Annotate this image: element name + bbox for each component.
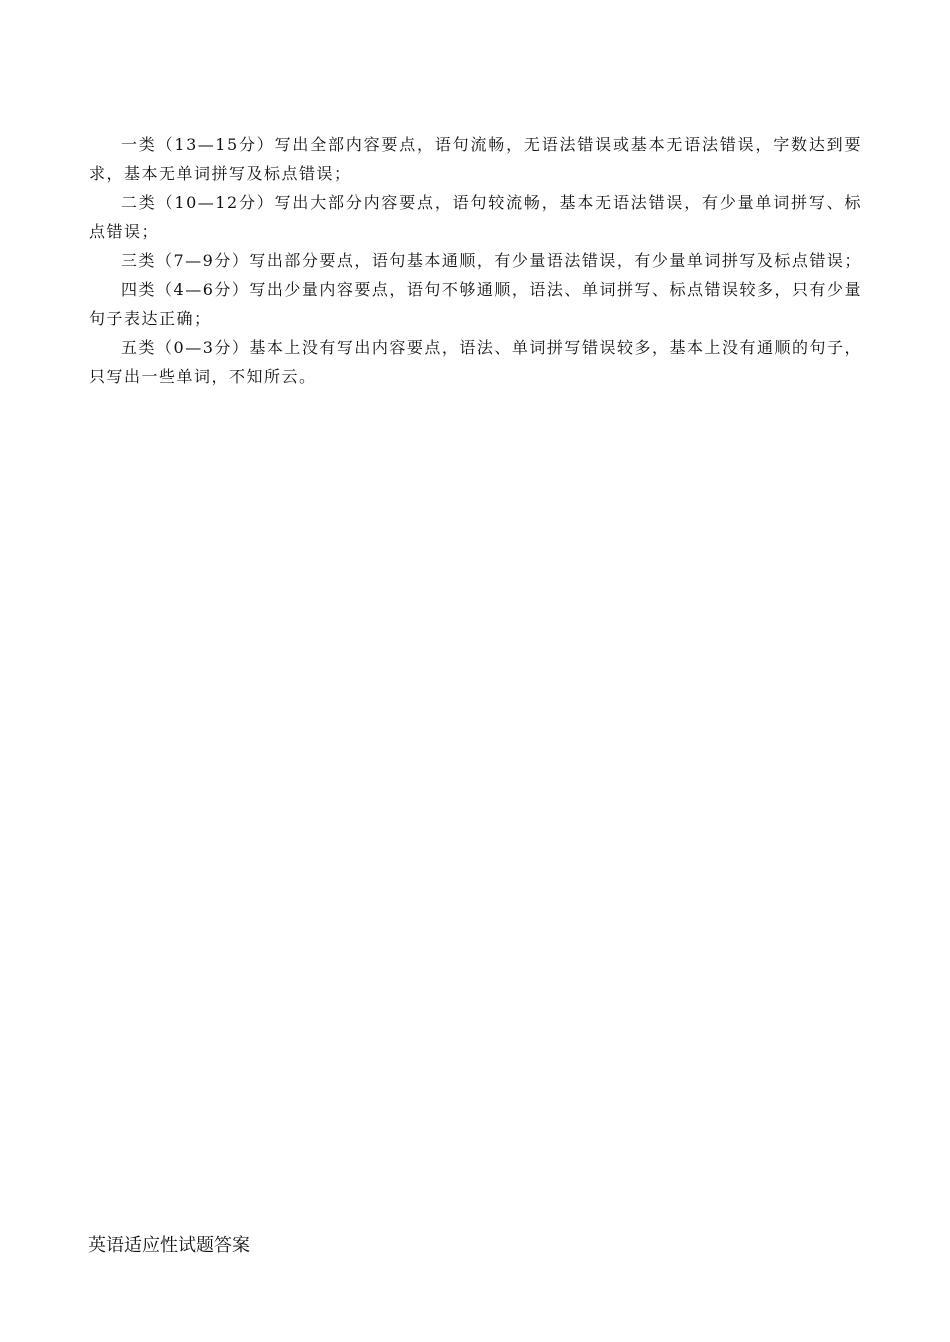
scoring-criteria [89,130,862,391]
criteria-level-4: 四类（4—6分）写出少量内容要点，语句不够通顺，语法、单词拼写、标点错误较多，只有少量句子表达正确； [89,280,862,328]
criteria-level-1: 一类（13—15分）写出全部内容要点，语句流畅，无语法错误或基本无语法错误，字数达到要求，基本无单词拼写及标点错误； [89,135,862,183]
criteria-level-5: 五类（0—3分）基本上没有写出内容要点，语法、单词拼写错误较多，基本上没有通顺的句子，只写出一些单词，不知所云。 [89,338,862,386]
criteria-level-3: 三类（7—9分）写出部分要点，语句基本通顺，有少量语法错误，有少量单词拼写及标点错误； [121,251,862,270]
page-footer: 英语适应性试题答案 [88,1235,250,1256]
criteria-level-2: 二类（10—12分）写出大部分内容要点，语句较流畅，基本无语法错误，有少量单词拼写、标点错误； [89,193,862,241]
